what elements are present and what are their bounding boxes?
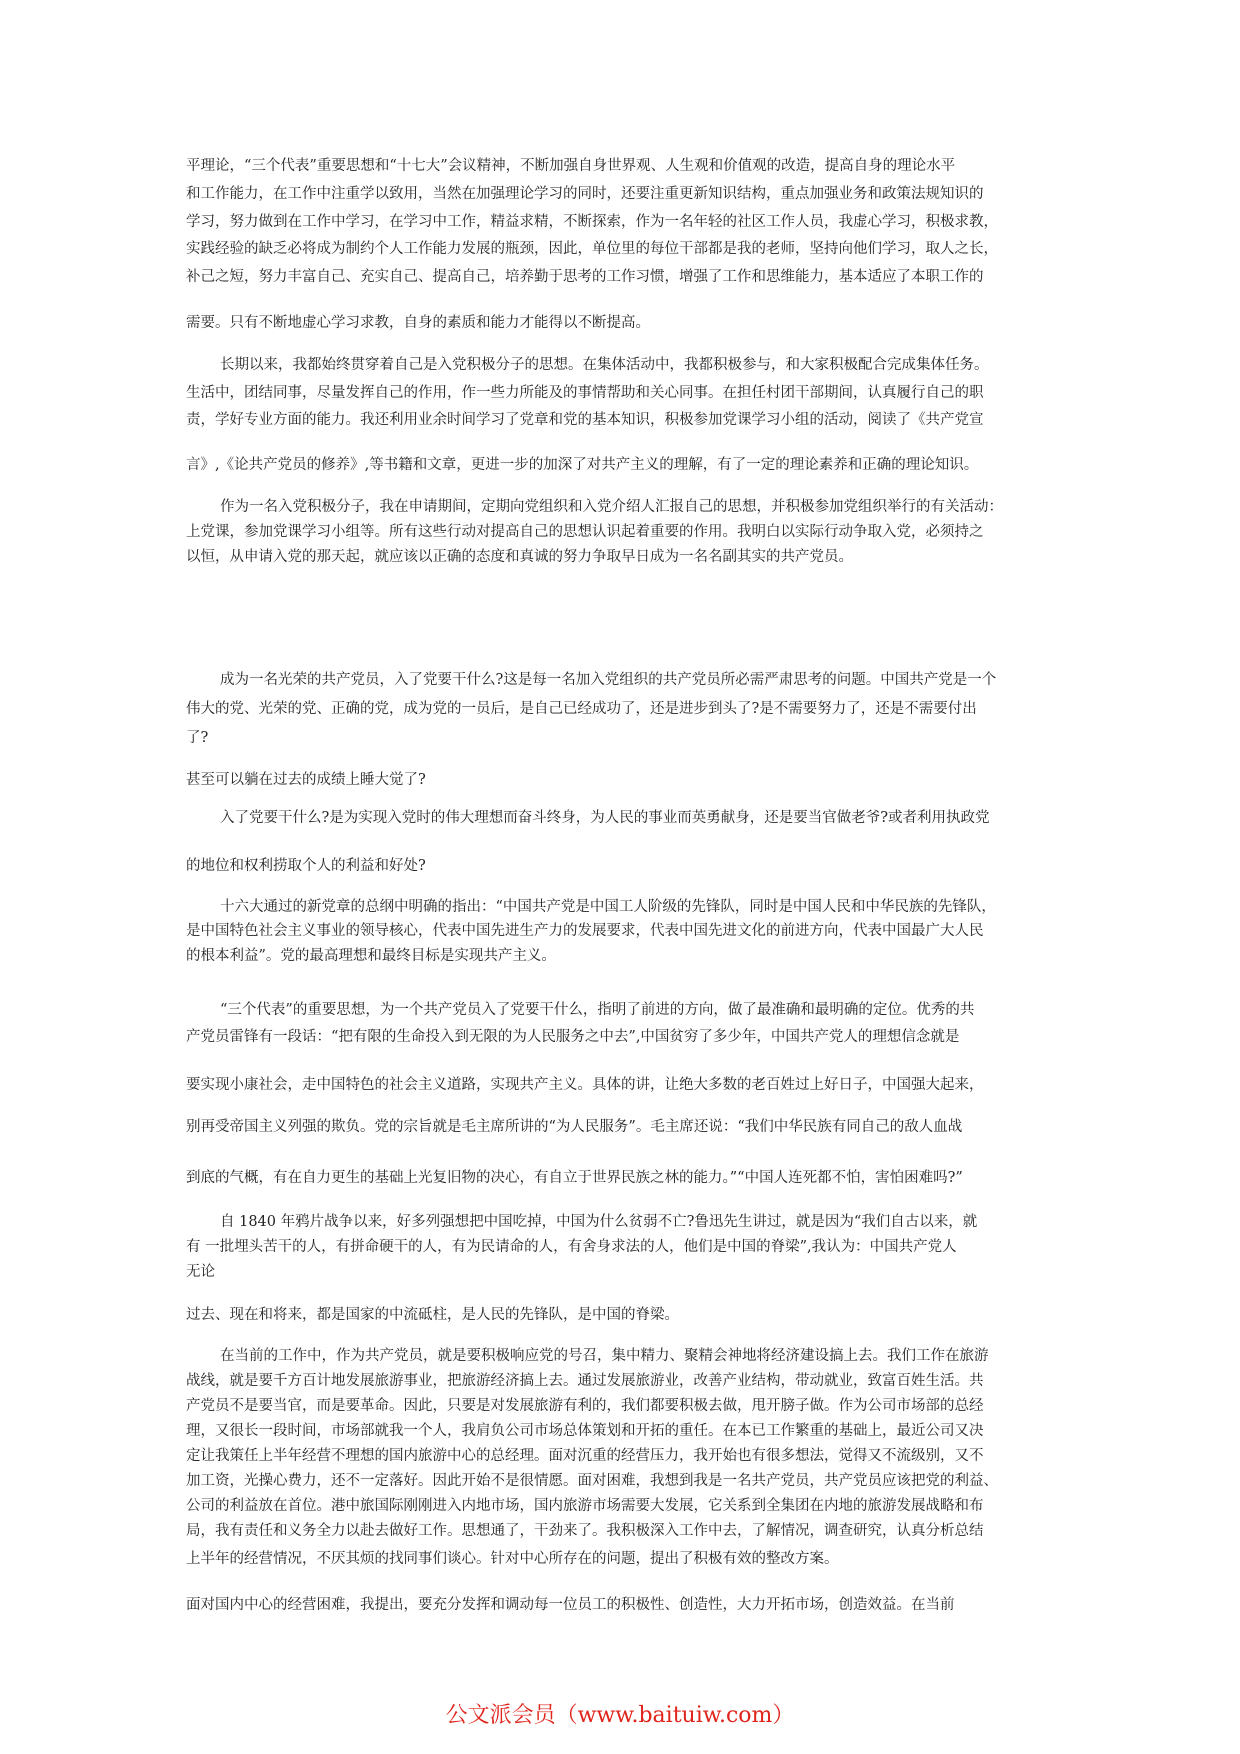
text-line: 在当前的工作中，作为共产党员，就是要积极响应党的号召，集中精力、聚精会神地将经济建设搞上去。我们工作在旅游 — [220, 1348, 989, 1364]
text-line: 的地位和权利捞取个人的利益和好处? — [186, 858, 426, 874]
text-line: 上半年的经营情况，不厌其烦的找同事们谈心。针对中心所存在的问题，提出了积极有效的整改方案。 — [186, 1551, 839, 1567]
text-line: 产党员雷锋有一段话：“把有限的生命投入到无限的为人民服务之中去”,中国贫穷了多少年，中国共产党人的理想信念就是 — [186, 1029, 960, 1045]
text-line: 学习，努力做到在工作中学习，在学习中工作，精益求精，不断探索，作为一名年轻的社区工作人员，我虚心学习，积极求教， — [186, 214, 998, 230]
text-line: 是中国特色社会主义事业的领导核心，代表中国先进生产力的发展要求，代表中国先进文化的前进方向，代表中国最广大人民 — [186, 923, 984, 939]
footer-watermark: 公文派会员（www.baituiw.com） — [445, 1703, 795, 1728]
text-line: 成为一名光荣的共产党员，入了党要干什么?这是每一名加入党组织的共产党员所必需严肃思考的问题。中国共产党是一个 — [220, 672, 997, 688]
text-line: 责，学好专业方面的能力。我还利用业余时间学习了党章和党的基本知识，积极参加党课学习小组的活动，阅读了《共产党宣 — [186, 412, 984, 428]
text-line: 上党课，参加党课学习小组等。所有这些行动对提高自己的思想认识起着重要的作用。我明白以实际行动争取入党，必须持之 — [186, 524, 984, 540]
text-line: 公司的利益放在首位。港中旅国际刚刚进入内地市场，国内旅游市场需要大发展，它关系到全集团在内地的旅游发展战略和布 — [186, 1498, 984, 1514]
text-line: 别再受帝国主义列强的欺负。党的宗旨就是毛主席所讲的“为人民服务”。毛主席还说：“我们中华民族有同自己的敌人血战 — [186, 1119, 963, 1135]
text-line: 到底的气概，有在自力更生的基础上光复旧物的决心，有自立于世界民族之林的能力。”“中国人连死都不怕，害怕困难吗?” — [186, 1170, 963, 1186]
text-line: 和工作能力，在工作中注重学以致用，当然在加强理论学习的同时，还要注重更新知识结构，重点加强业务和政策法规知识的 — [186, 186, 984, 202]
text-line: 产党员不是要当官，而是要革命。因此，只要是对发展旅游有利的，我们都要积极去做，甩开膀子做。作为公司市场部的总经 — [186, 1398, 984, 1414]
text-line: 要实现小康社会，走中国特色的社会主义道路，实现共产主义。具体的讲，让绝大多数的老百姓过上好日子，中国强大起来， — [186, 1077, 984, 1093]
text-line: 平理论，“三个代表”重要思想和“十七大”会议精神，不断加强自身世界观、人生观和价值观的改造，提高自身的理论水平 — [186, 158, 956, 174]
text-line: 实践经验的缺乏必将成为制约个人工作能力发展的瓶颈，因此，单位里的每位干部都是我的老师，坚持向他们学习，取人之长， — [186, 241, 998, 257]
text-line: 面对国内中心的经营困难，我提出，要充分发挥和调动每一位员工的积极性、创造性，大力开拓市场，创造效益。在当前 — [186, 1597, 955, 1613]
text-line: 战线，就是要千方百计地发展旅游事业，把旅游经济搞上去。通过发展旅游业，改善产业结构，带动就业，致富百姓生活。共 — [186, 1373, 984, 1389]
text-line: 补己之短，努力丰富自己、充实自己、提高自己，培养勤于思考的工作习惯，增强了工作和思维能力，基本适应了本职工作的 — [186, 269, 984, 285]
text-line: 有 一批埋头苦干的人，有拼命硬干的人，有为民请命的人，有舍身求法的人，他们是中国的脊梁”,我认为：中国共产党人 — [186, 1239, 957, 1255]
text-line: 理，又很长一段时间，市场部就我一个人，我肩负公司市场总体策划和开拓的重任。在本已工作繁重的基础上，最近公司又决 — [186, 1423, 984, 1439]
text-line: “三个代表”的重要思想，为一个共产党员入了党要干什么，指明了前进的方向，做了最准确和最明确的定位。优秀的共 — [220, 1002, 975, 1018]
text-line: 过去、现在和将来，都是国家的中流砥柱，是人民的先锋队，是中国的脊梁。 — [186, 1307, 679, 1323]
text-line: 需要。只有不断地虚心学习求教，自身的素质和能力才能得以不断提高。 — [186, 315, 650, 331]
text-line: 作为一名入党积极分子，我在申请期间，定期向党组织和入党介绍人汇报自己的思想，并积极参加党组织举行的有关活动： — [220, 499, 1003, 515]
text-line: 局，我有责任和义务全力以赴去做好工作。思想通了，干劲来了。我积极深入工作中去，了解情况，调查研究，认真分析总结 — [186, 1523, 984, 1539]
text-line: 伟大的党、光荣的党、正确的党，成为党的一员后，是自己已经成功了，还是进步到头了?是不需要努力了，还是不需要付出 — [186, 701, 977, 717]
text-line: 甚至可以躺在过去的成绩上睡大觉了? — [186, 772, 426, 788]
text-line: 十六大通过的新党章的总纲中明确的指出：“中国共产党是中国工人阶级的先锋队，同时是中国人民和中华民族的先锋队， — [220, 899, 996, 915]
text-line: 的根本利益”。党的最高理想和最终目标是实现共产主义。 — [186, 948, 556, 964]
text-line: 言》,《论共产党员的修养》,等书籍和文章，更进一步的加深了对共产主义的理解，有了一定的理论素养和正确的理论知识。 — [186, 457, 979, 473]
text-line: 了? — [186, 730, 209, 746]
text-line: 长期以来，我都始终贯穿着自己是入党积极分子的思想。在集体活动中，我都积极参与，和大家积极配合完成集体任务。 — [220, 357, 989, 373]
text-line: 定让我策任上半年经营不理想的国内旅游中心的总经理。面对沉重的经营压力，我开始也有很多想法，觉得又不流级别，又不 — [186, 1448, 984, 1464]
text-line: 入了党要干什么?是为实现入党时的伟大理想而奋斗终身，为人民的事业而英勇献身，还是要当官做老爷?或者利用执政党 — [220, 810, 990, 826]
text-line: 以恒，从申请入党的那天起，就应该以正确的态度和真诚的努力争取早日成为一名名副其实的共产党员。 — [186, 549, 853, 565]
text-line: 自 1840 年鸦片战争以来，好多列强想把中国吃掉，中国为什么贫弱不亡?鲁迅先生讲过，就是因为“我们自古以来，就 — [220, 1214, 978, 1230]
text-line: 无论 — [186, 1264, 215, 1280]
text-line: 加工资，光操心费力，还不一定落好。因此开始不是很情愿。面对困难，我想到我是一名共产党员，共产党员应该把党的利益、 — [186, 1473, 998, 1489]
text-line: 生活中，团结同事，尽量发挥自己的作用，作一些力所能及的事情帮助和关心同事。在担任村团干部期间，认真履行自己的职 — [186, 385, 984, 401]
